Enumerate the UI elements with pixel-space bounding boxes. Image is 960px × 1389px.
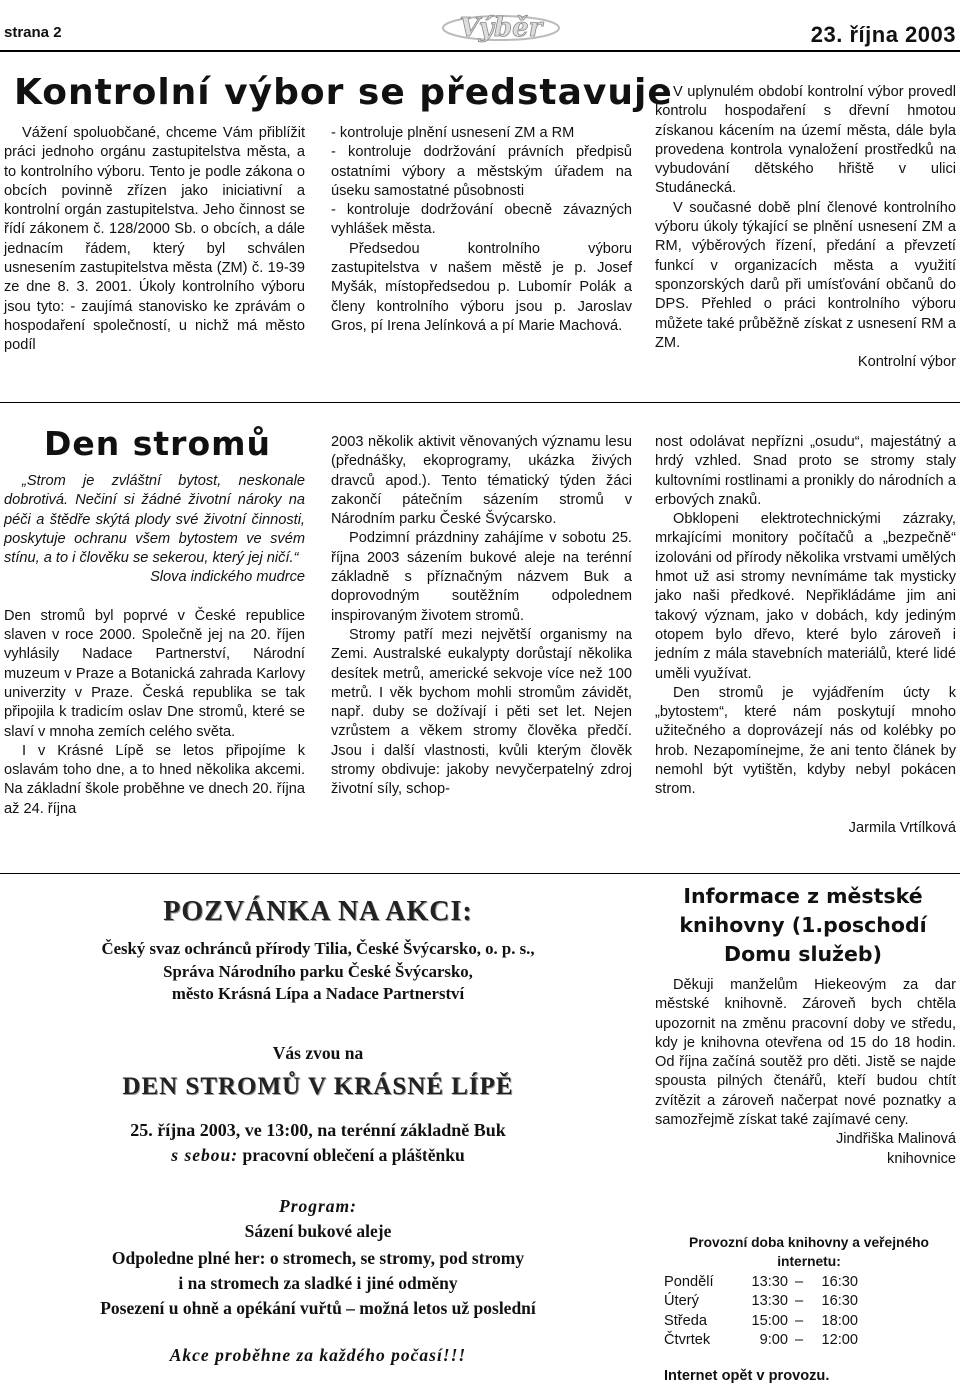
hours-row: [664, 1331, 858, 1350]
invitation-organizer: Správa Národního parku České Švýcarsko,: [163, 961, 473, 981]
hours-from: 9:00: [759, 1332, 788, 1349]
article2-paragraph: Den stromů je vyjádřením úcty k „bytostem“, které nám poskytují mnoho užitečného a doprovázejí nás od kolébky po hrob. Nezapomínejme, že ani tento článek by nemohl být vytištěn, kdyby nebyl pokácen strom.: [655, 684, 956, 798]
article1-column-3: [655, 83, 956, 372]
library-column: [655, 976, 956, 1169]
program-label: Program:: [279, 1195, 357, 1216]
issue-date: 23. října 2003: [810, 22, 956, 47]
section-divider: [0, 402, 960, 403]
hours-row: [664, 1312, 858, 1331]
article2-quote: „Strom je zvláštní bytost, neskonale dobrotivá. Nečiní si žádné životní nároky na péči a štědře skýtá plody své životní činnosti, poskytuje ochranu všem bytostem ve svém stínu, a to i člověku se sekerou, který jej ničí.“: [4, 473, 305, 567]
article2-paragraph: 2003 několik aktivit věnovaných významu lesu (přednášky, ekoprogramy, ukázka živých dravců apod.). Tento tématický týden žáci zakončí pátečním sázením stromů v Národním parku České Švýcarsko.: [331, 434, 632, 528]
hours-sep: –: [794, 1293, 804, 1310]
article1-paragraph: V uplynulém období kontrolní výbor provedl kontrolu hospodaření s dřevní hmotou získanou kácením na území města, dále byla provedena kontrola vynaložení prostředků na vybudování dětského hřiště v ulici Studánecká.: [655, 84, 956, 197]
page-number: strana 2: [4, 24, 62, 41]
article2-paragraph: Stromy patří mezi největší organismy na Zemi. Australské eukalypty dorůstají několika desítek metrů, americké sekvoje více než 100 metrů. I věk bychom mohli stromům závidět, např. duby se dožívají i pěti set let. Nejen vzrůstem a věkem stromy člověka předčí. Jsou i další vlastnosti, kvůli kterým člověk stromy obdivuje: jakoby nevyčerpatelný zdroj životní síly, schop-: [331, 626, 632, 798]
bring-label: s sebou:: [171, 1144, 239, 1165]
hours-sep: –: [794, 1312, 804, 1329]
hours-to: 18:00: [821, 1312, 858, 1329]
article1-paragraph: - kontroluje dodržování obecně závazných vyhlášek města.: [331, 202, 632, 238]
hours-to: 12:00: [821, 1332, 858, 1349]
library-title-line: Informace z městské: [683, 884, 923, 908]
article1-paragraph: - kontroluje dodržování právních předpisů ostatními výbory a městským úřadem na úseku samostatné působnosti: [331, 144, 632, 199]
article1-column-1: [4, 124, 305, 356]
library-title-line: knihovny (1.poschodí: [679, 913, 927, 937]
bring-items: pracovní oblečení a pláštěnku: [242, 1144, 465, 1165]
hours-day: Čtvrtek: [664, 1332, 711, 1349]
article1-paragraph: V současné době plní členové kontrolního výboru úkoly týkající se plnění usnesení ZM a RM, výběrových řízení, předání a převzetí funkcí v organizacích města a využití sponzorských darů při umísťování občanů do DPS. Přehled o práci kontrolního výboru můžete také průběžně získat z usnesení RM a ZM.: [655, 199, 956, 351]
hours-table: [664, 1273, 858, 1351]
library-title-line: Domu služeb): [724, 942, 882, 966]
article1-paragraph: Předsedou kontrolního výboru zastupitelstva v našem městě je p. Josef Myšák, místopředsedou p. Lubomír Polák a členy kontrolního výboru jsou p. Jaroslav Gros, pí Irena Jelínková a pí Marie Machová.: [331, 240, 632, 334]
invitation-footer: Akce proběhne za každého počasí!!!: [169, 1344, 467, 1365]
newspaper-logo: [436, 6, 566, 48]
article2-paragraph: Podzimní prázdniny zahájíme v sobotu 25. října 2003 sázením bukové aleje na terénní základně s příznačným názvem Buk a doprovodným soutěžním odpolednem inspirovaným životem stromů.: [331, 530, 632, 624]
logo-text: Výběr: [459, 13, 543, 43]
library-paragraph: Děkuji manželům Hiekeovým za dar městské knihovně. Zároveň bych chtěla upozornit na změnu pracovní doby ve středu, kdy je knihovna otevřena od 15 do 18 hodin. Od října začíná soutěž pro děti. Jistě se najde spousta pilných čtenářů, kteří budou chtít zvítězit a zároveň načerpat nové poznatky a samozřejmě získat také zajímavé ceny.: [655, 977, 956, 1129]
invitation-organizer: Český svaz ochránců přírody Tilia, České Švýcarsko, o. p. s.,: [101, 939, 535, 958]
hours-to: 16:30: [821, 1274, 858, 1290]
article1-column-2: [331, 124, 632, 336]
hours-day: Středa: [664, 1312, 707, 1329]
article2-column-1: [4, 472, 305, 819]
invitation-organizer: město Krásná Lípa a Nadace Partnerství: [171, 984, 465, 1003]
hours-day: Pondělí: [664, 1274, 714, 1290]
hours-from: 15:00: [751, 1312, 788, 1329]
program-item: Sázení bukové aleje: [244, 1220, 392, 1241]
article-title-kontrolni-vybor: Kontrolní výbor se představuje: [14, 72, 673, 113]
hours-row: [664, 1292, 858, 1311]
library-title: [652, 882, 954, 969]
hours-day: Úterý: [664, 1293, 699, 1310]
library-signature-role: knihovnice: [887, 1150, 956, 1167]
article1-paragraph: - kontroluje plnění usnesení ZM a RM: [331, 125, 575, 141]
hours-from: 13:30: [751, 1293, 788, 1310]
hours-title: internetu:: [777, 1253, 841, 1269]
article2-paragraph: nost odolávat nepřízni „osudu“, majestátný a hrdý vzhled. Snad proto se stromy staly kultovními rostlinami a pronikly do národních a erbových znaků.: [655, 434, 956, 508]
invitation-title: POZVÁNKA NA AKCI:: [163, 896, 473, 927]
article2-paragraph: Obklopeni elektrotechnickými zázraky, mrkajícími monitory počítačů a „bezpečně“ izolováni od přírody několika vrstvami umělých hmot už asi stromy nevnímáme tak mysticky jako naši předkové. Nepřikládáme jim ani takový význam, jako v dobách, kdy jediným otopem bylo dřevo, které bylo zároveň i jedním z mála stavebních materiálů, které lidé uměli využívat.: [655, 511, 956, 682]
spacer: [655, 800, 956, 819]
library-opening-hours: [664, 1234, 954, 1386]
invitation-event-name: DEN STROMŮ V KRÁSNÉ LÍPĚ: [122, 1072, 514, 1100]
article2-signature: Jarmila Vrtílková: [848, 819, 956, 836]
program-item: i na stromech za sladké i jiné odměny: [178, 1272, 458, 1293]
invitation-when: 25. října 2003, ve 13:00, na terénní základně Buk: [130, 1119, 506, 1140]
hours-to: 16:30: [821, 1293, 858, 1310]
program-item: Posezení u ohně a opékání vuřtů – možná letos už poslední: [100, 1297, 536, 1318]
header-rule: [0, 50, 960, 52]
hours-sep: –: [794, 1274, 804, 1290]
program-item: Odpoledne plné her: o stromech, se stromy, pod stromy: [111, 1247, 525, 1268]
hours-from: 13:30: [751, 1274, 788, 1290]
article1-paragraph: Vážení spoluobčané, chceme Vám přiblížit práci jednoho orgánu zastupitelstva města, a to kontrolního výboru. Tento je podle zákona o obcích povinně zřízen jako iniciativní a kontrolní orgán zastupitelstva. Jeho činnost se řídí zákonem č. 128/2000 Sb. o obcích, a dále jednacím řádem, který byl schválen usnesením zastupitelstva města (ZM) č. 19-39 ze dne 8. 3. 2001. Úkoly kontrolního výboru jsou tyto: - zaujímá stanovisko ke zprávám o hospodaření společností, u nichž má město podíl: [4, 125, 305, 354]
section-divider: [0, 873, 960, 874]
internet-note: Internet opět v provozu.: [664, 1367, 830, 1384]
article2-paragraph: I v Krásné Lípě se letos připojíme k oslavám toho dne, a to hned několika akcemi. Na základní škole proběhne ve dnech 20. října až 24. října: [4, 742, 305, 817]
hours-row: [664, 1273, 858, 1292]
invitation-bring: [4, 1144, 632, 1167]
hours-title: Provozní doba knihovny a veřejného: [689, 1235, 929, 1250]
article2-quote-source: Slova indického mudrce: [150, 569, 305, 586]
article-title-den-stromu: Den stromů: [44, 424, 271, 463]
spacer: [4, 588, 305, 607]
invitation-invite: Vás zvou na: [272, 1042, 364, 1063]
article2-column-2: [331, 433, 632, 800]
hours-sep: –: [794, 1332, 804, 1349]
article2-column-3: [655, 433, 956, 838]
article1-signature: Kontrolní výbor: [857, 354, 956, 371]
article2-paragraph: Den stromů byl poprvé v České republice slaven v roce 2000. Společně jej na 20. říjen vyhlásily Nadace Partnerství, Národní muzeum v Praze a Botanická zahrada Karlovy univerzity v Praze. Česká republika se tak připojila k tradicím oslav Dne stromů, které se slaví v mnoha zemích celého světa.: [4, 607, 305, 740]
event-invitation: [4, 890, 632, 1367]
library-signature-name: Jindřiška Malinová: [835, 1131, 956, 1148]
